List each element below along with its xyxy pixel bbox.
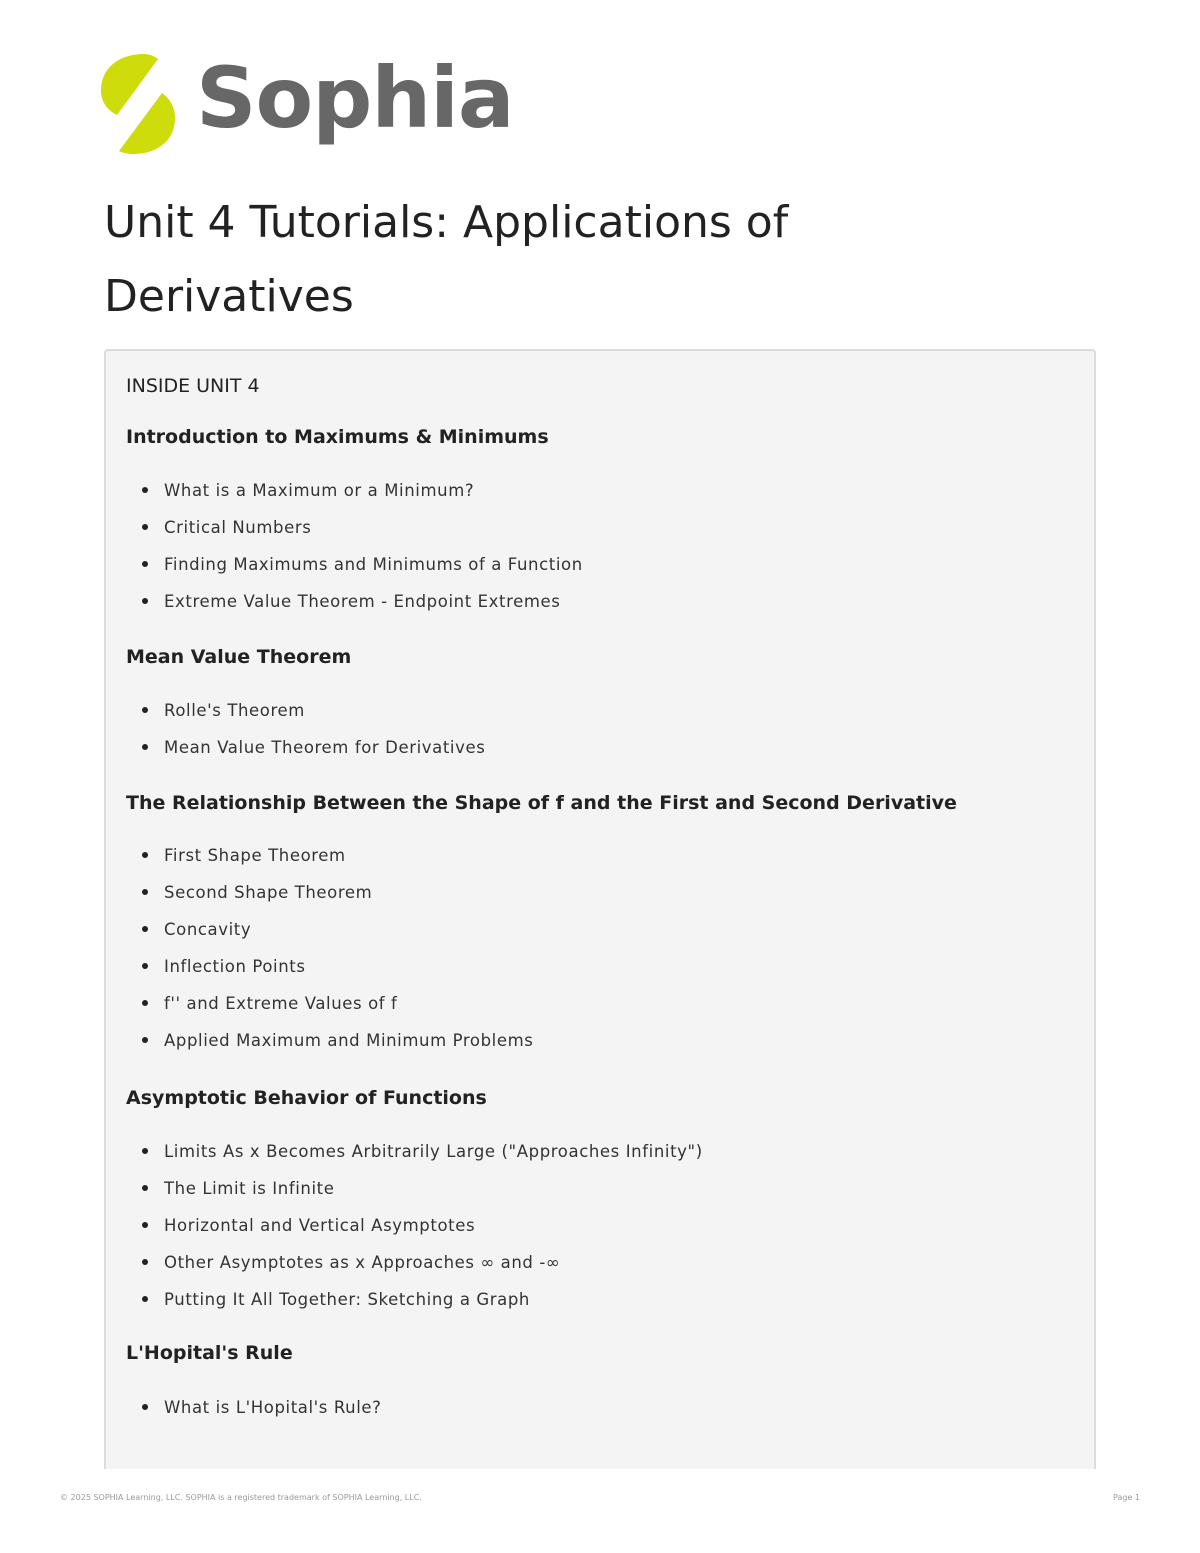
list-item-text: Second Shape Theorem [164,883,373,902]
list-item [126,1244,703,1281]
sophia-wordmark: Sophia [196,49,514,147]
list-item [126,509,583,546]
bullet-icon [142,744,148,750]
list-item [126,948,533,985]
list-item-text: The Limit is Infinite [164,1179,335,1198]
list-item-text: First Shape Theorem [164,846,346,865]
list-item-text: What is a Maximum or a Minimum? [164,481,475,500]
bullet-icon [142,561,148,567]
section-item-list [126,1389,382,1426]
list-item-text: Extreme Value Theorem - Endpoint Extremes [164,592,561,611]
list-item [126,546,583,583]
bullet-icon [142,889,148,895]
sophia-s-icon [100,52,176,156]
list-item [126,1133,703,1170]
list-item-text: Mean Value Theorem for Derivatives [164,738,486,757]
list-item-text: Rolle's Theorem [164,701,305,720]
bullet-icon [142,524,148,530]
list-item [126,472,583,509]
section-title: Mean Value Theorem [126,646,352,668]
list-item-text: Concavity [164,920,252,939]
bullet-icon [142,1404,148,1410]
unit-contents-box [104,349,1096,1469]
section-item-list [126,1133,703,1318]
list-item-text: Limits As x Becomes Arbitrarily Large ("Approaches Infinity") [164,1142,703,1161]
sophia-logo [100,49,520,162]
list-item-text: Critical Numbers [164,518,312,537]
list-item [126,911,533,948]
bullet-icon [142,1000,148,1006]
section-title: Introduction to Maximums & Minimums [126,426,549,448]
bullet-icon [142,1222,148,1228]
list-item [126,1389,382,1426]
footer-page-number: Page 1 [1113,1493,1140,1502]
section-title: Asymptotic Behavior of Functions [126,1087,487,1109]
bullet-icon [142,487,148,493]
list-item-text: Finding Maximums and Minimums of a Function [164,555,583,574]
list-item-text: Applied Maximum and Minimum Problems [164,1031,534,1050]
list-item-text: Putting It All Together: Sketching a Graph [164,1290,530,1309]
section-title: L'Hopital's Rule [126,1342,293,1364]
list-item-text: Other Asymptotes as x Approaches ∞ and -∞ [164,1253,561,1272]
list-item-text: f'' and Extreme Values of f [164,994,398,1013]
footer-copyright: © 2025 SOPHIA Learning, LLC. SOPHIA is a registered trademark of SOPHIA Learning, LLC. [60,1493,422,1502]
list-item [126,1022,533,1059]
bullet-icon [142,926,148,932]
bullet-icon [142,707,148,713]
bullet-icon [142,1259,148,1265]
bullet-icon [142,598,148,604]
section-item-list [126,472,583,620]
list-item-text: Inflection Points [164,957,306,976]
list-item [126,1281,703,1318]
list-item [126,874,533,911]
page-title: Unit 4 Tutorials: Applications of Derivatives [104,197,789,322]
list-item [126,837,533,874]
unit-contents-heading: INSIDE UNIT 4 [126,375,260,397]
section-item-list [126,837,533,1059]
bullet-icon [142,1148,148,1154]
list-item [126,1207,703,1244]
bullet-icon [142,1037,148,1043]
list-item-text: Horizontal and Vertical Asymptotes [164,1216,476,1235]
list-item-text: What is L'Hopital's Rule? [164,1398,382,1417]
list-item [126,583,583,620]
bullet-icon [142,1185,148,1191]
list-item [126,985,533,1022]
bullet-icon [142,852,148,858]
bullet-icon [142,1296,148,1302]
bullet-icon [142,963,148,969]
list-item [126,692,485,729]
list-item [126,1170,703,1207]
section-item-list [126,692,485,766]
list-item [126,729,485,766]
section-title: The Relationship Between the Shape of f and the First and Second Derivative [126,792,957,814]
